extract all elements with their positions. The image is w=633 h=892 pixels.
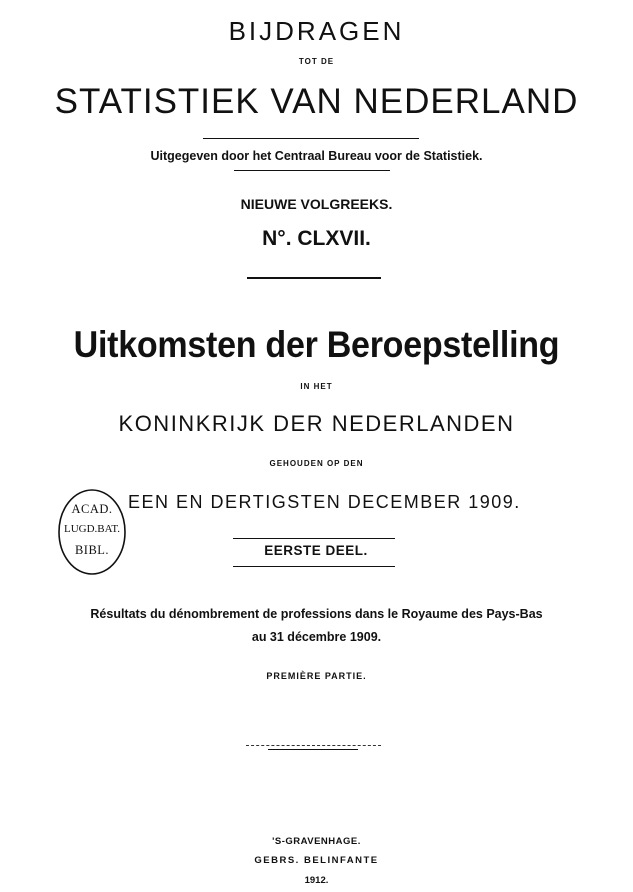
french-title-line-1: Résultats du dénombrement de professions dans le Royaume des Pays-Bas <box>90 607 543 621</box>
stamp-line-2: LUGD.BAT. <box>63 523 120 535</box>
new-series-label: NIEUWE VOLGREEKS. <box>240 196 393 212</box>
volume-number: N°. CLXVII. <box>262 227 371 250</box>
french-part-label: PREMIÈRE PARTIE. <box>266 671 367 681</box>
imprint-place: 'S-GRAVENHAGE. <box>272 836 361 847</box>
french-title-line-2: au 31 décembre 1909. <box>251 630 382 644</box>
rule-above-part <box>233 538 395 539</box>
main-series-title: STATISTIEK VAN NEDERLAND <box>54 82 579 121</box>
census-date: EEN EN DERTIGSTEN DECEMBER 1909. <box>128 492 521 512</box>
series-title: BIJDRAGEN <box>228 16 405 46</box>
held-on-label: GEHOUDEN OP DEN <box>269 459 364 468</box>
imprint-year: 1912. <box>304 875 329 886</box>
tot-de-label: TOT DE <box>298 57 335 66</box>
rule-below-volume <box>247 277 381 279</box>
library-stamp <box>57 488 127 576</box>
ornament-rule-top <box>246 745 381 746</box>
rule-below-part <box>233 566 395 567</box>
first-part-label: EERSTE DEEL. <box>264 543 368 558</box>
in-het-label: IN HET <box>300 382 333 391</box>
publisher-line: Uitgegeven door het Centraal Bureau voor de Statistiek. <box>150 149 483 163</box>
stamp-line-3: BIBL. <box>74 543 110 557</box>
ornament-rule-bottom <box>268 749 358 750</box>
rule-below-publisher <box>234 170 390 171</box>
rule-above-publisher <box>203 138 419 139</box>
kingdom-title: KONINKRIJK DER NEDERLANDEN <box>118 411 515 436</box>
main-title: Uitkomsten der Beroepstelling <box>73 324 560 365</box>
imprint-printer: GEBRS. BELINFANTE <box>254 855 379 866</box>
stamp-line-1: ACAD. <box>71 502 113 516</box>
